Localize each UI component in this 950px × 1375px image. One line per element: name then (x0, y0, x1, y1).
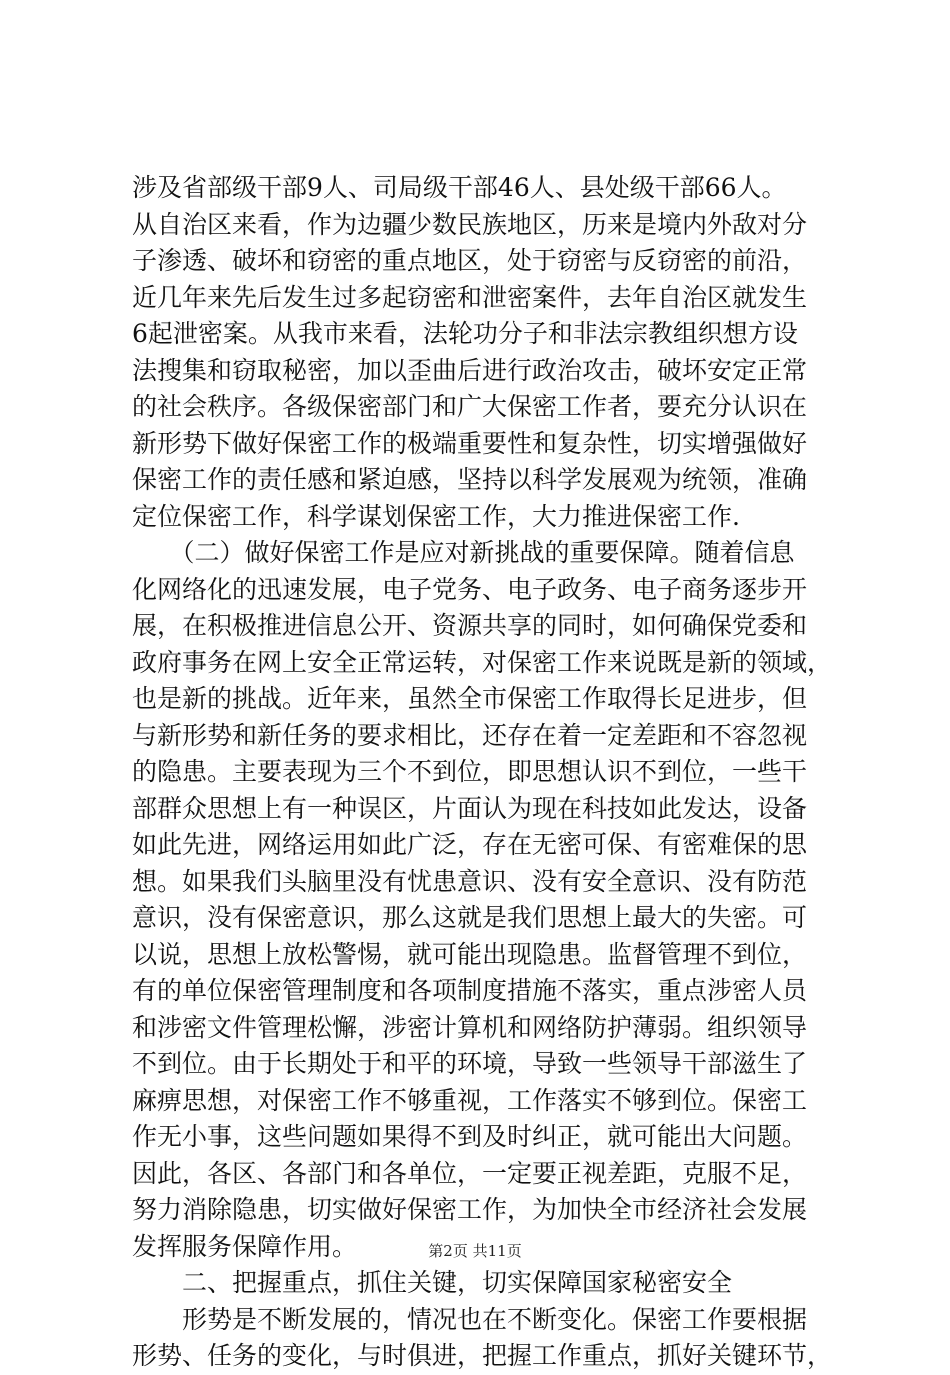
text-line: 从自治区来看，作为边疆少数民族地区，历来是境内外敌对分 (132, 209, 808, 239)
document-body (132, 170, 832, 1375)
text-line: 政府事务在网上安全正常运转，对保密工作来说既是新的领域， (132, 647, 833, 677)
text-line: 想。如果我们头脑里没有忧患意识、没有安全意识、没有防范 (132, 866, 808, 896)
text-line: 发挥服务保障作用。 (132, 1231, 358, 1261)
text-line: 如此先进，网络运用如此广泛，存在无密可保、有密难保的思 (132, 830, 808, 859)
text-line: 近几年来先后发生过多起窃密和泄密案件，去年自治区就发生 (132, 282, 808, 312)
text-line: 意识，没有保密意识，那么这就是我们思想上最大的失密。可 (132, 903, 808, 932)
text-line: 化网络化的迅速发展，电子党务、电子政务、电子商务逐步开 (132, 574, 808, 604)
text-line: 定位保密工作，科学谋划保密工作，大力推进保密工作. (132, 501, 740, 531)
text-line: 6起泄密案。从我市来看，法轮功分子和非法宗教组织想方设 (132, 319, 798, 348)
text-line: 作无小事，这些问题如果得不到及时纠正，就可能出大问题。 (132, 1122, 808, 1151)
text-line: 子渗透、破坏和窃密的重点地区，处于窃密与反窃密的前沿， (132, 246, 808, 275)
text-line: 涉及省部级干部9人、司局级干部46人、县处级干部66人。 (132, 173, 787, 202)
text-line: 也是新的挑战。近年来，虽然全市保密工作取得长足进步，但 (132, 684, 808, 713)
text-line: 的隐患。主要表现为三个不到位，即思想认识不到位，一些干 (132, 757, 808, 786)
text-line: 新形势下做好保密工作的极端重要性和复杂性，切实增强做好 (132, 428, 808, 458)
text-line: 法搜集和窃取秘密，加以歪曲后进行政治攻击，破坏安定正常 (132, 355, 808, 385)
text-line: 因此，各区、各部门和各单位，一定要正视差距，克服不足， (132, 1158, 808, 1188)
text-line: 展，在积极推进信息公开、资源共享的同时，如何确保党委和 (132, 611, 808, 640)
text-line: 与新形势和新任务的要求相比，还存在着一定差距和不容忽视 (132, 720, 808, 750)
text-line: （二）做好保密工作是应对新挑战的重要保障。随着信息 (132, 538, 795, 567)
text-line: 麻痹思想，对保密工作不够重视，工作落实不够到位。保密工 (132, 1085, 808, 1115)
text-line: 形势、任务的变化，与时俱进，把握工作重点，抓好关键环节， (132, 1341, 833, 1370)
text-line: 以说，思想上放松警惕，就可能出现隐患。监督管理不到位， (132, 939, 808, 969)
text-line: 二、把握重点，抓住关键，切实保障国家秘密安全 (132, 1268, 733, 1297)
text-line: 努力消除隐患，切实做好保密工作，为加快全市经济社会发展 (132, 1195, 808, 1224)
text-line: 的社会秩序。各级保密部门和广大保密工作者，要充分认识在 (132, 392, 808, 421)
text-line: 不到位。由于长期处于和平的环境，导致一些领导干部滋生了 (132, 1049, 808, 1078)
text-line: 有的单位保密管理制度和各项制度措施不落实，重点涉密人员 (132, 976, 808, 1005)
text-line: 部群众思想上有一种误区，片面认为现在科技如此发达，设备 (132, 793, 808, 823)
text-line: 和涉密文件管理松懈，涉密计算机和网络防护薄弱。组织领导 (132, 1012, 808, 1042)
text-line: 形势是不断发展的，情况也在不断变化。保密工作要根据 (132, 1304, 808, 1334)
page-footer: 第2页 共11页 (428, 1242, 522, 1260)
text-line: 保密工作的责任感和紧迫感，坚持以科学发展观为统领，准确 (132, 465, 808, 494)
